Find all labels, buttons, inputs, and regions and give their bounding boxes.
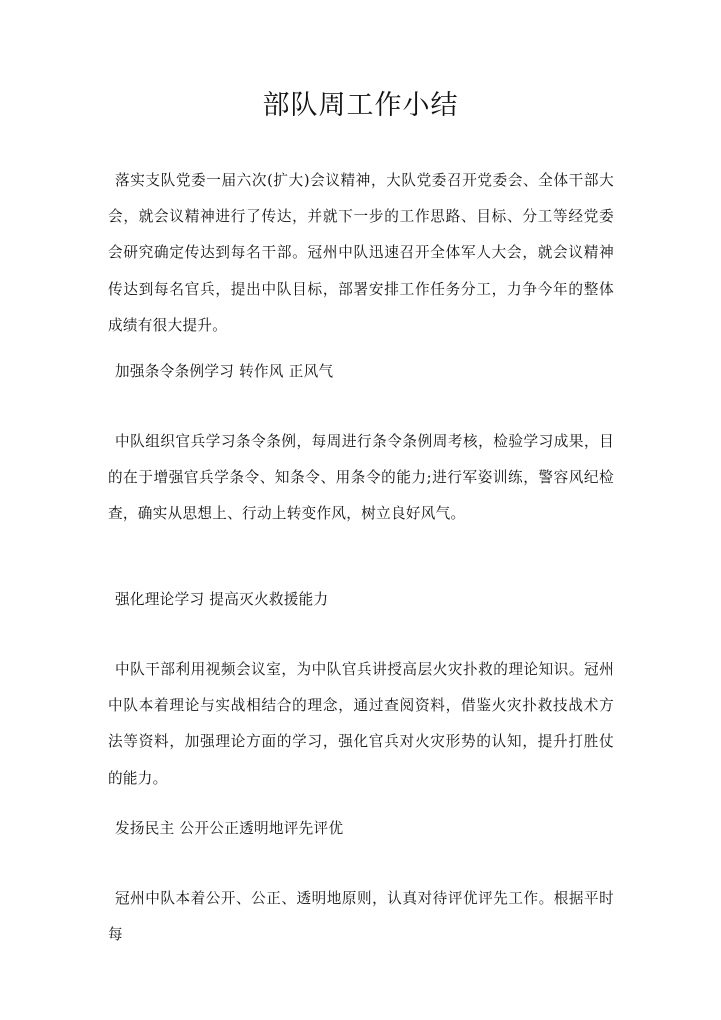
paragraph-party-committee-meeting: 落实支队党委一届六次(扩大)会议精神，大队党委召开党委会、全体干部大会，就会议精神进行了传达，并就下一步的工作思路、目标、分工等经党委会研究确定传达到每名干部。冠州中队迅速召开全体军人大会，就会议精神传达到每名官兵，提出中队目标，部署安排工作任务分工，力争今年的整体成绩有很大提升。 <box>108 172 614 334</box>
paragraph-regulations-study: 中队组织官兵学习条令条例，每周进行条令条例周考核，检验学习成果，目的在于增强官兵学条令、知条令、用条令的能力;进行军姿训练，警容风纪检查，确实从思想上、行动上转变作风，树立良好风气。 <box>108 433 614 523</box>
section-heading-regulations-study: 加强条令条例学习 转作风 正风气 <box>115 363 334 380</box>
document-title: 部队周工作小结 <box>262 90 459 121</box>
section-heading-theory-study: 强化理论学习 提高灭火救援能力 <box>115 591 329 608</box>
paragraph-theory-study: 中队干部利用视频会议室，为中队官兵讲授高层火灾扑救的理论知识。冠州中队本着理论与实战相结合的理念，通过查阅资料，借鉴火灾扑救技战术方法等资料，加强理论方面的学习，强化官兵对火灾形势的认知，提升打胜仗的能力。 <box>108 661 614 787</box>
paragraph-democratic-evaluation: 冠州中队本着公开、公正、透明地原则，认真对待评优评先工作。根据平时每 <box>108 890 614 944</box>
section-heading-democratic-evaluation: 发扬民主 公开公正透明地评先评优 <box>115 820 344 837</box>
